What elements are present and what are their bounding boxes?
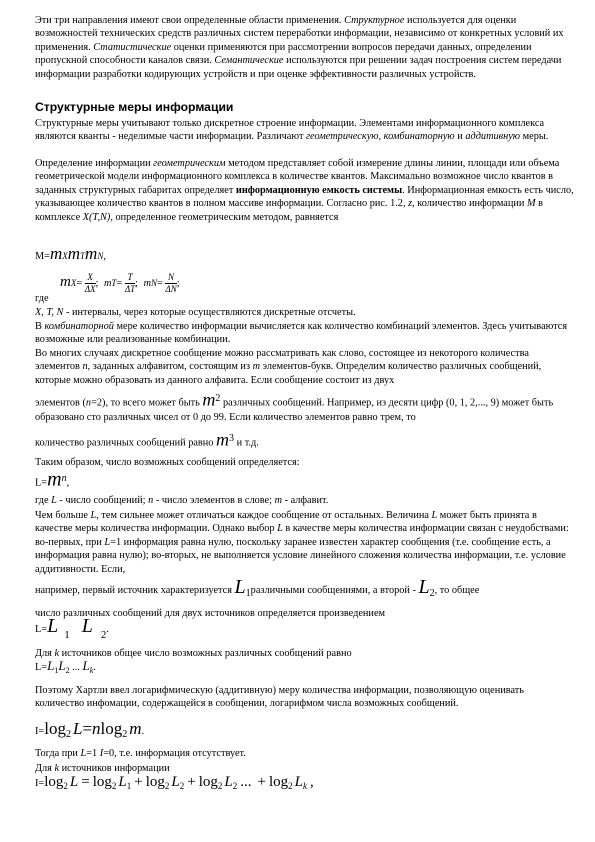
log-sum-token: + [134, 774, 143, 790]
p12-run-1: k [54, 763, 60, 774]
intro-run-1: Структурное [344, 15, 405, 26]
log-sum-token: = [81, 774, 90, 790]
intro-run-0: Эти три направления имеют свои определенные области применения. [35, 15, 345, 26]
log-sum-terms [44, 774, 316, 792]
p11-run-0: Тогда при [35, 748, 81, 759]
intro-run-2: используется для оценки возможностей технических средств различных систем переработки информации, независимо от конкретных условий их применения. [35, 15, 564, 53]
p5-run-4: элементов-букв. Определим количество различных сообщений, которые можно образовать из данного алфавита. Если сообщение состоит из двух [35, 361, 542, 386]
formula-fractions: mX= $\frac{X}{\Delta X}$ ; mT= $\frac{T}{\Delta T}$ ; mN= $\frac{N}{\Delta N}$ ; [60, 272, 180, 294]
log-sum-token: 2 [232, 781, 238, 792]
intro-run-5: Семантические [214, 55, 284, 67]
log-sum-token: log [44, 774, 64, 790]
log-sum-token: ... [240, 774, 252, 790]
paragraph-first-source: например, первый источник характеризуется $L_1различными$ сообщениями, а второй - $L_2$, то общее [35, 576, 480, 600]
log-sum-token: 2 [217, 781, 223, 792]
paragraph-thus: Таким образом, число возможных сообщений определяется: [35, 457, 300, 468]
p2-run-6: , количество информации [412, 198, 527, 210]
p9-run-2: источников общее число возможных различных сообщений равно [59, 648, 352, 659]
p12-run-0: Для [35, 763, 55, 774]
log-sum-token: 2 [179, 781, 185, 792]
p5-run-0: Во многих случаях дискретное сообщение можно рассматривать как слово, состоящее из некоторого количества элементов [35, 348, 529, 373]
log-sum-token: 2 [63, 781, 68, 792]
p2-run-4: . Информационная емкость есть число, указывающее количество квантов в полном массиве информации. Согласно рис. 1.2, [35, 184, 574, 210]
p2-run-8: в комплексе [35, 198, 543, 223]
p11-run-4: =0, т.е. информация отсутствует. [103, 748, 246, 759]
paragraph-product: число различных сообщений для двух источников определяется произведением [35, 608, 386, 619]
p2-run-2: методом представляет собой измерение длины линии, площади или объема геометрической модели информационного комплекса в количестве квантов. Максимально возможное число квантов в заданных структурных габаритах определяет [35, 158, 560, 196]
p8-run-5: L [277, 523, 283, 535]
p1-run-4: меры. [520, 131, 549, 143]
p11-run-1: L [80, 748, 87, 759]
p9-run-1: k [54, 648, 60, 659]
paragraph-m-squared: элементов (n=2), то всего может быть $m^2$ различных сообщений. Например, из десяти цифр (0, 1, 2,..., 9) может быть образовано сто различных чисел от 0 до 99. Если количество элементов равно трем, то [35, 389, 554, 424]
p7-run-0: где [35, 495, 52, 506]
paragraph-k-sources [35, 647, 575, 660]
log-sum-token: 2 [288, 781, 293, 792]
p2-run-3: информационную емкость системы [235, 184, 403, 196]
p8-run-6: в качестве меры количества информации связан с неудобствами: во-первых, при [35, 523, 569, 548]
p2-run-7: M [526, 198, 536, 210]
log-sum-token: log [92, 774, 112, 790]
paragraph-geometric-method [35, 157, 575, 224]
p2-run-5: z [408, 198, 413, 210]
log-sum-token: 2 [164, 781, 170, 792]
intro-run-4: оценки применяются при рассмотрении вопросов передачи данных, определении пропускной способности каналов связи. [35, 41, 532, 67]
log-sum-token: log [268, 774, 289, 790]
log-sum-token: L [224, 774, 233, 790]
paragraph-m-cubed: количество различных сообщений равно $m^3$ и т.д. [35, 429, 259, 450]
p7-run-2: - число сообщений; [56, 495, 149, 506]
log-sum-token: L [171, 774, 180, 790]
p8-run-1: L [90, 510, 97, 521]
paragraph-measure-l [35, 509, 575, 576]
p2-run-10: , определенное геометрическим методом, равняется [110, 211, 339, 223]
p5-run-1: n [82, 361, 88, 373]
log-sum-token: + [257, 774, 266, 790]
p7-run-5: m [274, 495, 282, 506]
intro-run-3: Статистические [93, 41, 172, 53]
p7-run-3: n [148, 495, 154, 506]
p3-run-0: X, T, N [35, 307, 64, 318]
p8-run-3: L [431, 510, 438, 521]
p5-run-3: m [252, 361, 261, 373]
p9-run-0: Для [35, 648, 55, 659]
paragraph-combinatorial [35, 320, 575, 347]
log-sum-token: k [302, 781, 307, 792]
log-sum-token: log [198, 774, 218, 790]
log-sum-token: L [69, 774, 79, 790]
p4-run-1: комбинаторной [44, 321, 114, 332]
p8-run-4: может быть принята в качестве меры количества информации. Однако выбор [35, 510, 537, 535]
p8-run-7: L [104, 536, 111, 548]
p11-run-3: I [99, 748, 104, 759]
p7-run-1: L [51, 495, 57, 506]
section-heading: Структурные меры информации [35, 100, 234, 114]
formula-k-product: $L=L_1L_2$ ... $L_k$. [35, 658, 96, 676]
log-sum-token: 1 [126, 781, 132, 792]
p8-run-2: , тем сильнее может отличаться каждое сообщение от остальных. Величина [96, 510, 432, 521]
formula-product: L=L 1 L 2. [35, 615, 109, 641]
gde-label: где [35, 293, 49, 304]
log-sum-token: 2 [111, 781, 117, 792]
paragraph-hartley: Поэтому Хартли ввел логарифмическую (аддитивную) меру количества информации, позволяющую оценивать количество инфомации, содержащейся в сообщении, логарифмом числа возможных сообщений. [35, 685, 524, 710]
p7-run-6: - алфавит. [282, 495, 329, 506]
p4-run-2: мере количество информации вычисляется как количество комбинаций элементов. Здесь учитываются возможные или реализованные комбинации. [35, 321, 568, 346]
paragraph-discrete-message [35, 347, 575, 387]
paragraph-intervals [35, 306, 575, 319]
p2-run-1: геометрическим [153, 158, 226, 169]
p8-run-0: Чем больше [35, 510, 91, 521]
p1-run-0: Структурные меры учитывают только дискретное строение информации. Элементами информационного комплекса являются кванты - неделимые части информации. Различают [35, 118, 545, 143]
formula-hartley: $I=\log_2$ L=nlog$_2$ m. [35, 719, 145, 741]
p1-run-1: геометрическую, комбинаторную [306, 131, 455, 143]
p11-run-2: =1 [86, 748, 100, 759]
p4-run-0: В [35, 321, 45, 332]
p2-run-0: Определение информации [35, 158, 154, 169]
intro-paragraph [35, 14, 575, 81]
p1-run-3: аддитивную [465, 131, 521, 143]
p3-run-1: - интервалы, через которые осуществляются дискретные отсчеты. [63, 307, 356, 318]
paragraph-structural-measures [35, 117, 575, 144]
paragraph-where-l [35, 494, 575, 507]
log-sum-token: L [294, 774, 303, 790]
log-sum-token: log [145, 774, 165, 790]
formula-log-sum: $I=\log_2$ $L = \log_2 L_1 + \log_2 L_2 + \log_2 L_2$ ... + $\log_2 L_k$ , [35, 776, 317, 793]
log-sum-token: , [309, 774, 314, 790]
p2-run-9: X(T,N) [82, 211, 111, 223]
intro-run-6: используются при решении задач построения систем передачи информации разработки кодирующих устройств и при оценке эффективности различных устройств. [35, 55, 562, 80]
paragraph-k-info-sources [35, 762, 575, 775]
formula-l-mn: $L=m^n$, [35, 468, 70, 491]
p8-run-8: =1 информация равна нулю, поскольку заранее известен характер сообщения (т.е. сообщение есть, а информация равна нулю); во-вторых, не выполняется условие линейного сложения количества информации, т.е. условие аддитивности. Если, [35, 536, 566, 575]
p5-run-2: , заданных алфавитом, состоящим из [87, 361, 253, 373]
p12-run-2: источников информации [59, 763, 170, 774]
p1-run-2: и [454, 131, 466, 143]
log-sum-token: + [187, 774, 196, 790]
p7-run-4: - число элементов в слове; [153, 495, 275, 506]
paragraph-l-equals-one [35, 747, 575, 760]
log-sum-token: L [118, 774, 127, 790]
formula-m: M=mXmTmN, [35, 244, 106, 263]
